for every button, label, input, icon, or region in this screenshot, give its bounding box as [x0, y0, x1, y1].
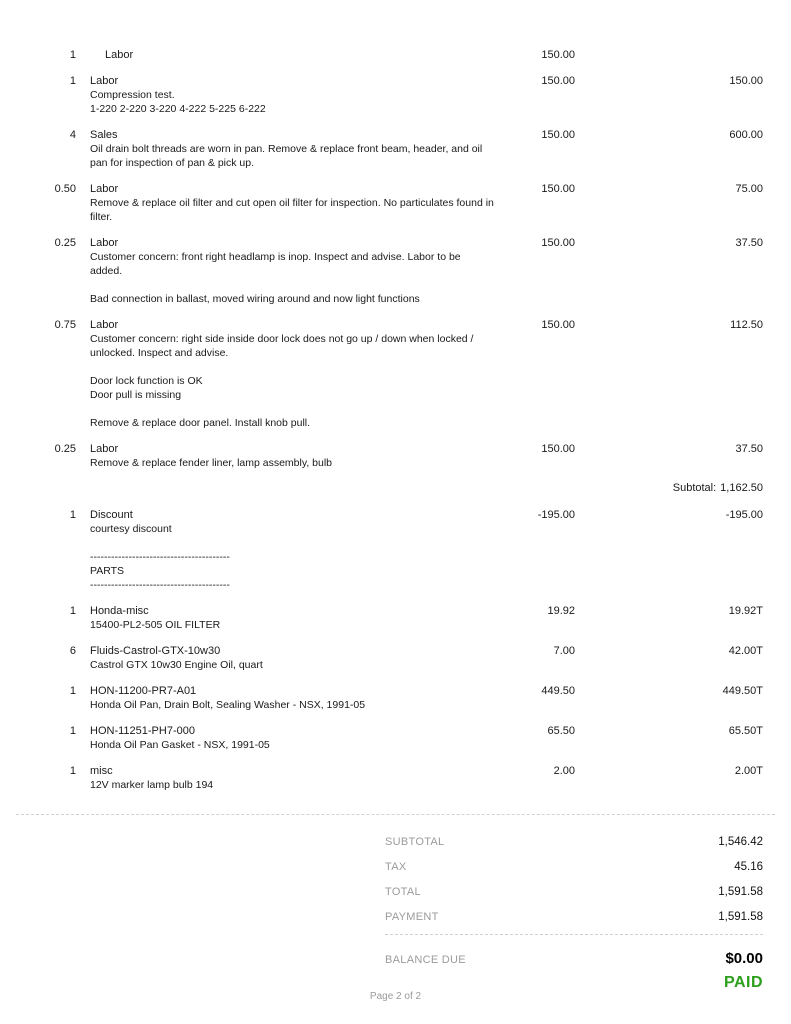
line-item	[20, 236, 763, 306]
item-amount: 37.50	[735, 443, 763, 455]
item-name: Labor	[90, 75, 119, 87]
item-amount: 600.00	[729, 129, 763, 141]
parts-items-section	[20, 508, 763, 792]
item-description-line	[90, 360, 495, 374]
item-description-line	[90, 402, 495, 416]
line-item	[20, 74, 763, 116]
item-qty: 1	[69, 75, 76, 87]
line-item	[20, 442, 763, 470]
item-qty: 0.50	[54, 183, 76, 195]
item-description-line: Bad connection in ballast, moved wiring around and now light functions	[90, 293, 420, 305]
balance-due-value: $0.00	[725, 950, 763, 967]
item-description	[90, 778, 495, 792]
item-name: Labor	[90, 319, 119, 331]
line-item	[20, 644, 763, 672]
payment-value: 1,591.58	[718, 910, 763, 923]
item-amount: 42.00T	[728, 645, 763, 657]
item-description	[90, 456, 495, 470]
item-description-line: pan for inspection of pan & pick up.	[90, 157, 255, 169]
item-description-line: Remove & replace door panel. Install knob pull.	[90, 417, 311, 429]
total-label: TOTAL	[385, 885, 421, 898]
item-description-line: Door pull is missing	[90, 389, 182, 401]
item-description-line: Remove & replace oil filter and cut open oil filter for inspection. No particulates found in	[90, 197, 494, 209]
tax-row	[385, 854, 763, 879]
balance-due-row	[385, 941, 763, 969]
item-amount: 150.00	[729, 75, 763, 87]
item-description	[90, 250, 495, 306]
item-amount: 65.50T	[728, 725, 763, 737]
item-qty: 0.25	[54, 443, 76, 455]
item-qty: 4	[69, 129, 76, 141]
item-description-line: Honda Oil Pan Gasket - NSX, 1991-05	[90, 739, 270, 751]
item-description	[90, 332, 495, 430]
totals-section	[385, 829, 763, 992]
labor-items-section	[20, 48, 763, 470]
item-rate: 150.00	[541, 183, 575, 195]
item-description-line: unlocked. Inspect and advise.	[90, 347, 229, 359]
subtotal-label: SUBTOTAL	[385, 835, 445, 848]
item-qty: 1	[69, 509, 76, 521]
item-qty: 6	[69, 645, 76, 657]
line-item	[20, 182, 763, 224]
line-item	[20, 764, 763, 792]
item-rate: 65.50	[547, 725, 575, 737]
item-description-line: Remove & replace fender liner, lamp assembly, bulb	[90, 457, 333, 469]
item-qty: 1	[69, 685, 76, 697]
item-amount: 19.92T	[728, 605, 763, 617]
item-name: Labor	[90, 237, 119, 249]
item-description-line: ----------------------------------------	[90, 551, 230, 563]
item-qty: 1	[69, 725, 76, 737]
labor-subtotal-value: 1,162.50	[720, 482, 763, 494]
item-name: Labor	[90, 443, 119, 455]
item-qty: 1	[69, 49, 76, 61]
item-name: Labor	[90, 183, 119, 195]
item-amount: 449.50T	[722, 685, 763, 697]
item-rate: 150.00	[541, 237, 575, 249]
item-amount: 37.50	[735, 237, 763, 249]
item-name: HON-11200-PR7-A01	[90, 685, 197, 697]
item-name: Sales	[90, 129, 118, 141]
item-rate: 19.92	[547, 605, 575, 617]
item-description-line: courtesy discount	[90, 523, 172, 535]
subtotal-value: 1,546.42	[718, 835, 763, 848]
item-description-line: Compression test.	[90, 89, 175, 101]
item-amount: 2.00T	[734, 765, 763, 777]
item-description-line: 15400-PL2-505 OIL FILTER	[90, 619, 221, 631]
item-description	[90, 698, 495, 712]
item-description-line: Customer concern: front right headlamp is inop. Inspect and advise. Labor to be	[90, 251, 461, 263]
item-description-line: Door lock function is OK	[90, 375, 203, 387]
item-description	[90, 658, 495, 672]
section-divider	[16, 814, 775, 815]
item-description-line	[90, 536, 495, 550]
tax-value: 45.16	[734, 860, 763, 873]
labor-subtotal	[20, 482, 763, 494]
payment-row	[385, 904, 763, 929]
line-item	[20, 604, 763, 632]
item-qty: 0.25	[54, 237, 76, 249]
total-value: 1,591.58	[718, 885, 763, 898]
paid-stamp: PAID	[723, 974, 763, 991]
item-description-line: Customer concern: right side inside door lock does not go up / down when locked /	[90, 333, 474, 345]
item-rate: 150.00	[541, 49, 575, 61]
line-item	[20, 318, 763, 430]
item-rate: 150.00	[541, 129, 575, 141]
item-description	[90, 522, 495, 592]
item-name: Discount	[90, 509, 133, 521]
item-description-line	[90, 278, 495, 292]
item-name: Fluids-Castrol-GTX-10w30	[90, 645, 221, 657]
item-name: Labor	[105, 49, 134, 61]
line-item	[20, 48, 763, 62]
labor-subtotal-label: Subtotal:	[672, 482, 717, 494]
line-item	[20, 128, 763, 170]
tax-label: TAX	[385, 860, 407, 873]
line-item	[20, 684, 763, 712]
item-description-line: 1-220 2-220 3-220 4-222 5-225 6-222	[90, 103, 266, 115]
item-description	[90, 142, 495, 170]
item-description-line: Honda Oil Pan, Drain Bolt, Sealing Washer - NSX, 1991-05	[90, 699, 366, 711]
balance-due-label: BALANCE DUE	[385, 954, 466, 966]
paid-row	[385, 969, 763, 992]
item-rate: 150.00	[541, 319, 575, 331]
item-description-line: PARTS	[90, 565, 125, 577]
total-row	[385, 879, 763, 904]
item-amount: -195.00	[725, 509, 763, 521]
item-name: misc	[90, 765, 113, 777]
item-rate: 150.00	[541, 443, 575, 455]
balance-divider	[385, 934, 763, 935]
line-item	[20, 724, 763, 752]
item-description-line: Oil drain bolt threads are worn in pan. Remove & replace front beam, header, and oil	[90, 143, 483, 155]
item-description	[90, 88, 495, 116]
item-description	[90, 738, 495, 752]
item-description-line: added.	[90, 265, 123, 277]
item-rate: 449.50	[541, 685, 575, 697]
item-description	[90, 196, 495, 224]
item-qty: 1	[69, 765, 76, 777]
line-item	[20, 508, 763, 592]
item-rate: 7.00	[553, 645, 575, 657]
item-description-line: filter.	[90, 211, 113, 223]
item-name: Honda-misc	[90, 605, 149, 617]
item-qty: 0.75	[54, 319, 76, 331]
subtotal-row	[385, 829, 763, 854]
payment-label: PAYMENT	[385, 910, 439, 923]
item-qty: 1	[69, 605, 76, 617]
item-rate: 150.00	[541, 75, 575, 87]
item-name: HON-11251-PH7-000	[90, 725, 195, 737]
item-amount	[575, 48, 763, 62]
item-description-line: ----------------------------------------	[90, 579, 230, 591]
item-amount: 75.00	[735, 183, 763, 195]
item-rate: -195.00	[537, 509, 575, 521]
item-amount: 112.50	[730, 319, 763, 331]
item-description	[90, 618, 495, 632]
page-number: Page 2 of 2	[369, 991, 422, 1002]
item-description-line: Castrol GTX 10w30 Engine Oil, quart	[90, 659, 263, 671]
item-rate: 2.00	[553, 765, 575, 777]
item-description-line: 12V marker lamp bulb 194	[90, 779, 214, 791]
